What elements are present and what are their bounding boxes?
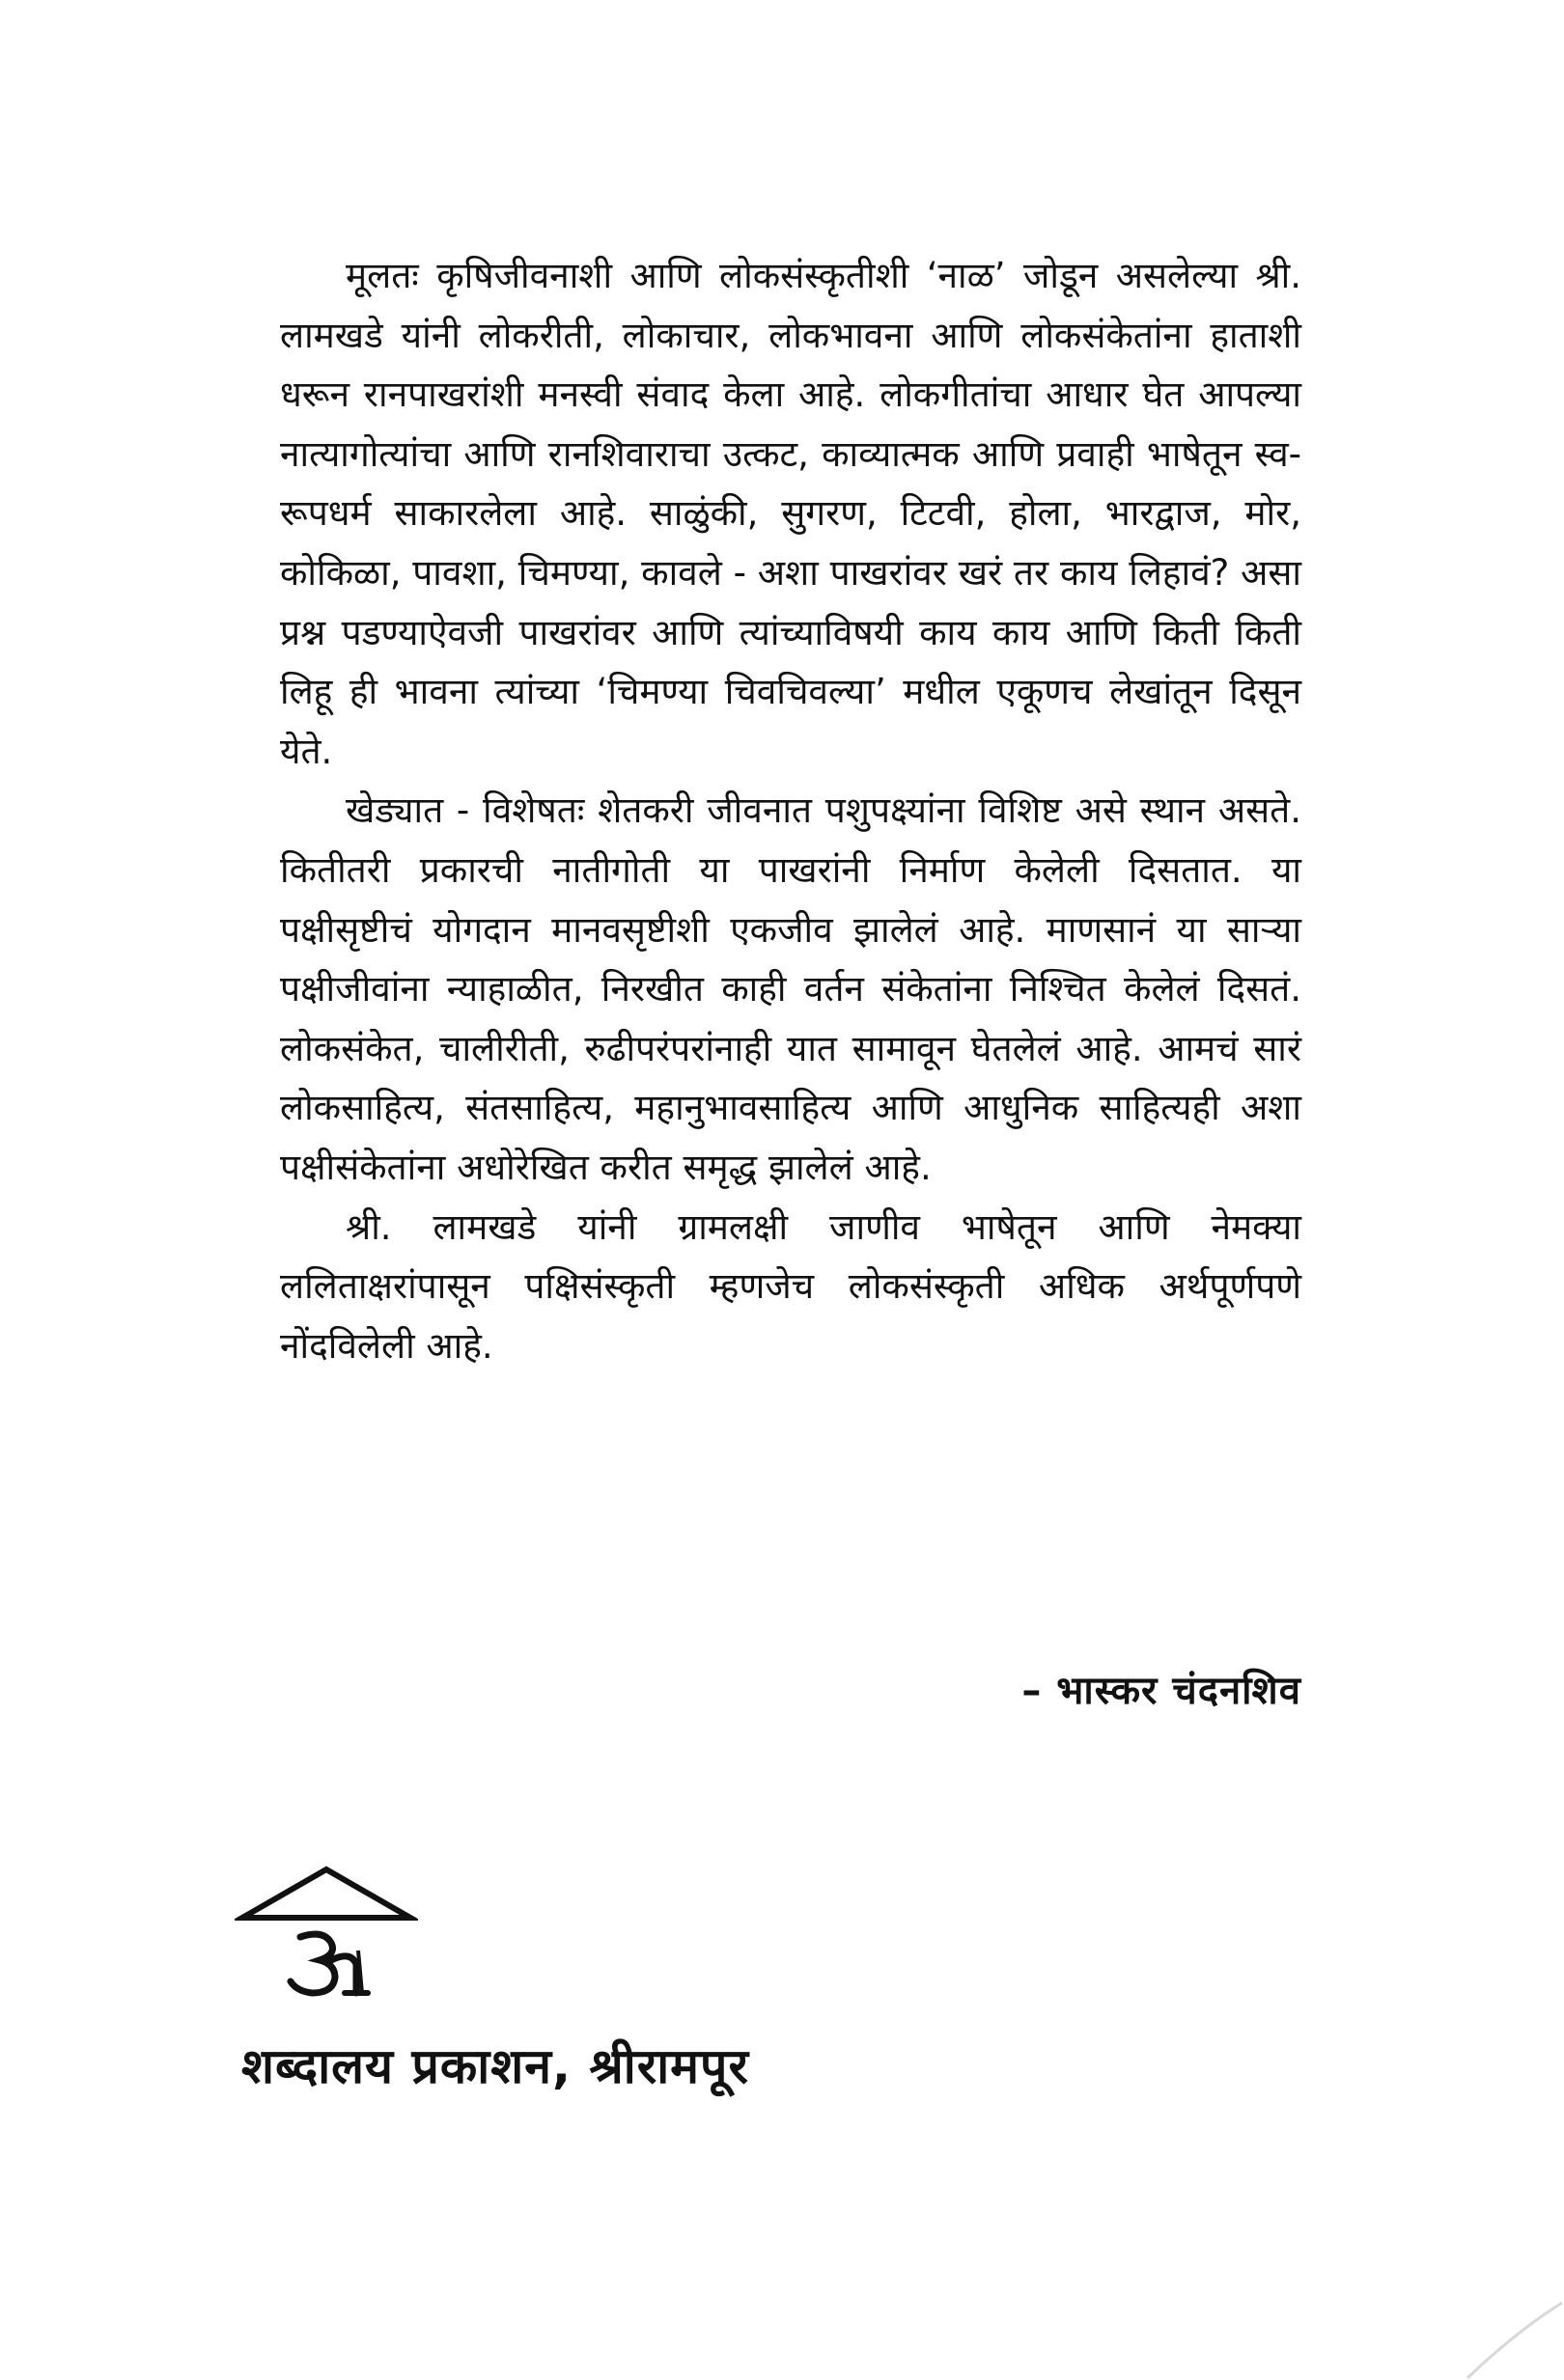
- blurb-paragraph-2: खेड्यात - विशेषतः शेतकरी जीवनात पशुपक्ष्यांना विशिष्ट असे स्थान असते. कितीतरी प्रकारची नातीगोती या पाखरांनी निर्माण केलेली दिसतात. या पक्षीसृष्टीचं योगदान मानवसृष्टीशी एकजीव झालेलं आहे. माणसानं या साऱ्या पक्षीजीवांना न्याहाळीत, निरखीत काही वर्तन संकेतांना निश्चित केलेलं दिसतं. लोकसंकेत, चालीरीती, रुढीपरंपरांनाही यात सामावून घेतलेलं आहे. आमचं सारं लोकसाहित्य, संतसाहित्य, महानुभावसाहित्य आणि आधुनिक साहित्यही अशा पक्षीसंकेतांना अधोरेखित करीत समृद्ध झालेलं आहे.: [280, 789, 1301, 1188]
- publisher-name: शब्दालय प्रकाशन, श्रीरामपूर: [241, 2038, 749, 2094]
- blurb-paragraph-1: मूलतः कृषिजीवनाशी आणि लोकसंस्कृतीशी ‘नाळ’ जोडून असलेल्या श्री. लामखडे यांनी लोकरीती, लोकाचार, लोकभावना आणि लोकसंकेतांना हाताशी धरून रानपाखरांशी मनस्वी संवाद केला आहे. लोकगीतांचा आधार घेत आपल्या नात्यागोत्यांचा आणि रानशिवाराचा उत्कट, काव्यात्मक आणि प्रवाही भाषेतून स्व-रूपधर्म साकारलेला आहे. साळुंकी, सुगरण, टिटवी, होला, भारद्वाज, मोर, कोकिळा, पावशा, चिमण्या, कावले - अशा पाखरांवर खरं तर काय लिहावं? असा प्रश्न पडण्याऐवजी पाखरांवर आणि त्यांच्याविषयी काय काय आणि किती किती लिहू ही भावना त्यांच्या ‘चिमण्या चिवचिवल्या’ मधील एकूणच लेखांतून दिसून येते.: [280, 255, 1301, 772]
- page-corner-shadow: [1448, 2274, 1564, 2380]
- house-roof-logo-icon: [235, 1858, 418, 2003]
- author-signature: – भास्कर चंदनशिव: [1021, 1669, 1301, 1713]
- blurb-paragraph-3: श्री. लामखडे यांनी ग्रामलक्षी जाणीव भाषेतून आणि नेमक्या ललिताक्षरांपासून पक्षिसंस्कृती म्हणजेच लोकसंस्कृती अधिक अर्थपूर्णपणे नोंदविलेली आहे.: [280, 1205, 1301, 1367]
- blurb-text: [280, 246, 1301, 1375]
